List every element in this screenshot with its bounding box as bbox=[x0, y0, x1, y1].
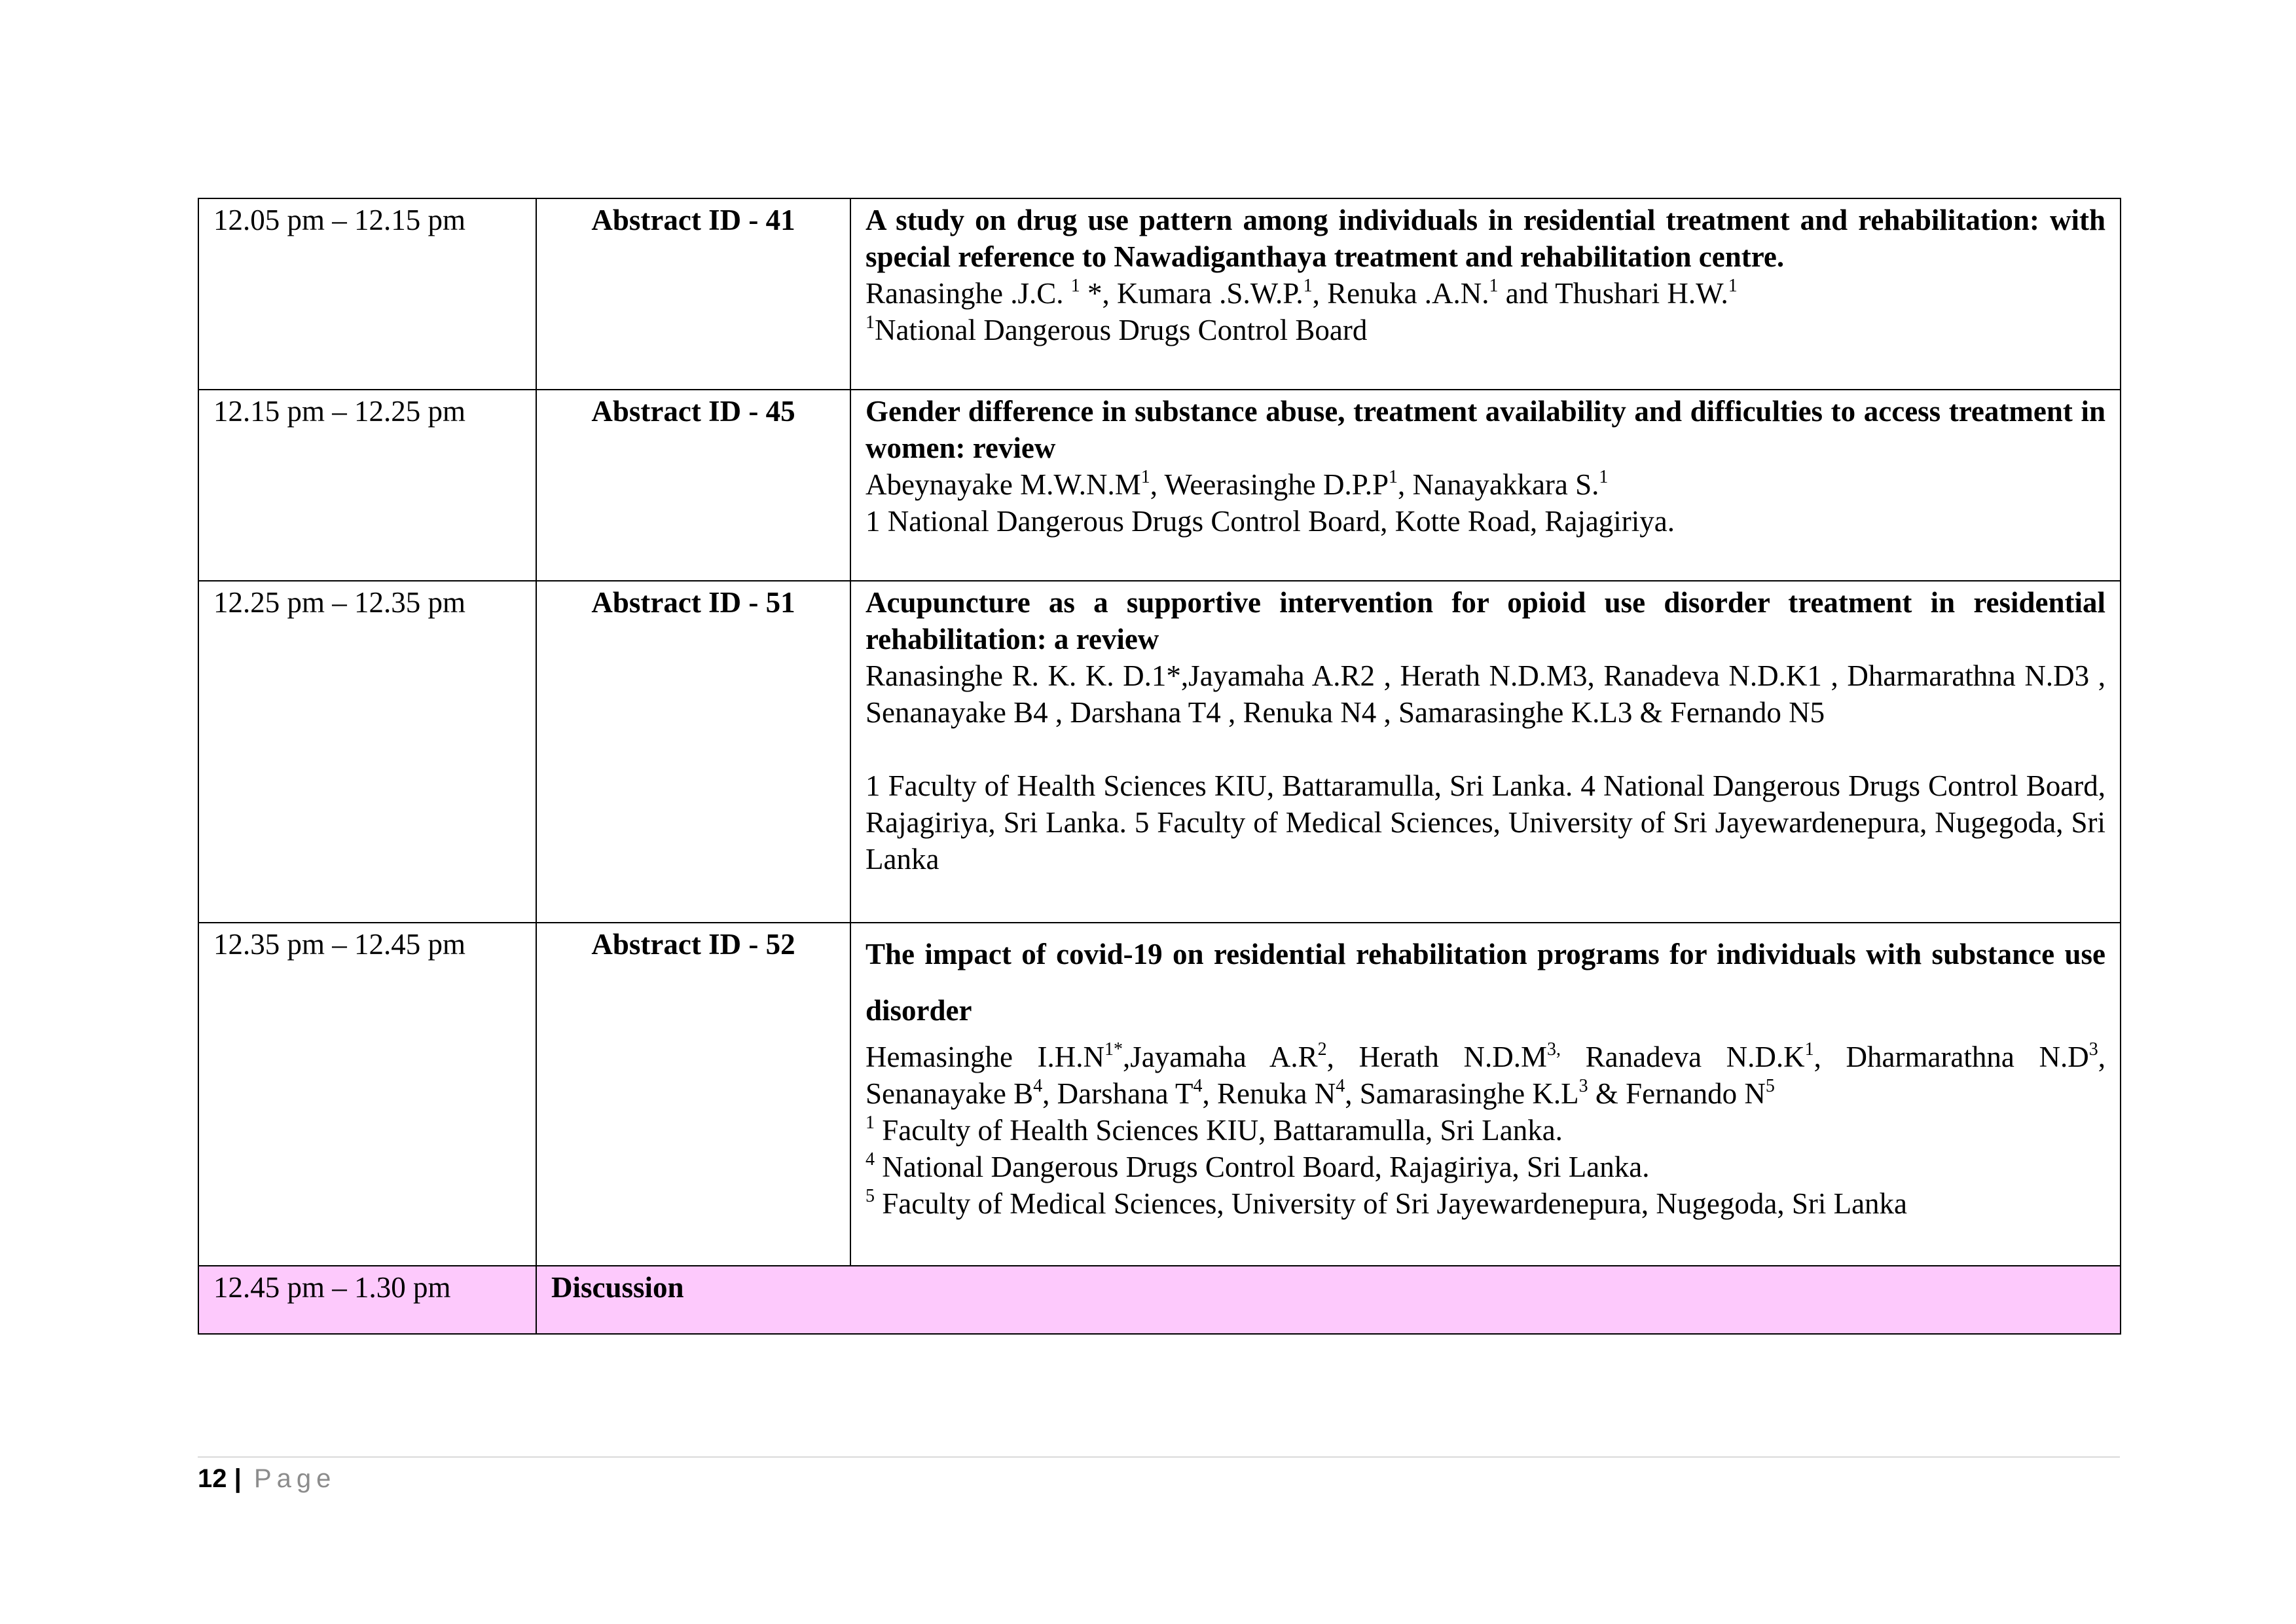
superscript-marker: 4 bbox=[1033, 1076, 1043, 1096]
paragraph-gap bbox=[866, 731, 2105, 767]
abstract-id-cell: Abstract ID - 41 bbox=[536, 198, 850, 390]
superscript-marker: 3 bbox=[1578, 1076, 1588, 1096]
discussion-row bbox=[198, 1266, 2121, 1334]
abstract-affiliation bbox=[866, 1112, 2105, 1149]
superscript-marker: 5 bbox=[1765, 1076, 1775, 1096]
text-run: , Nanayakkara S. bbox=[1398, 468, 1599, 501]
text-run: , Darshana T bbox=[1042, 1077, 1194, 1110]
text-run: 1 National Dangerous Drugs Control Board, Kotte Road, Rajagiriya. bbox=[866, 505, 1675, 538]
abstract-affiliation bbox=[866, 767, 2105, 877]
superscript-marker: 1 bbox=[866, 1113, 875, 1133]
text-run: , Senanayake B bbox=[866, 1041, 2105, 1110]
abstract-authors bbox=[866, 466, 2105, 503]
text-run: Ranasinghe .J.C. bbox=[866, 277, 1071, 310]
abstract-affiliation bbox=[866, 1185, 2105, 1222]
time-cell: 12.15 pm – 12.25 pm bbox=[198, 390, 536, 581]
superscript-marker: 1 bbox=[1728, 276, 1738, 296]
superscript-marker: 5 bbox=[866, 1186, 875, 1206]
abstract-id-cell: Abstract ID - 52 bbox=[536, 923, 850, 1266]
abstract-authors bbox=[866, 275, 2105, 312]
abstract-affiliation bbox=[866, 1149, 2105, 1185]
superscript-marker: 1 bbox=[1489, 276, 1499, 296]
abstract-id-cell: Abstract ID - 51 bbox=[536, 581, 850, 923]
abstract-title: A study on drug use pattern among individuals in residential treatment and rehabilitation: with special reference to Nawadiganthaya treatment and rehabilitation centre. bbox=[866, 204, 2105, 273]
text-run: Ranadeva N.D.K bbox=[1561, 1041, 1805, 1073]
text-run: , Weerasinghe D.P.P bbox=[1150, 468, 1389, 501]
page-separator: | bbox=[234, 1464, 242, 1493]
text-run: Hemasinghe I.H.N bbox=[866, 1041, 1105, 1073]
abstract-cell bbox=[850, 198, 2121, 390]
superscript-marker: 2 bbox=[1317, 1039, 1327, 1060]
text-run: Ranasinghe R. K. K. D.1*,Jayamaha A.R2 , Herath N.D.M3, Ranadeva N.D.K1 , Dharmarathna N.D3 , Senanayake B4 , Darshana T4 , Renuka N4 , Samarasinghe K.L3 & Fernando N5 bbox=[866, 659, 2105, 729]
text-run: , Renuka .A.N. bbox=[1312, 277, 1489, 310]
text-run: , Renuka N bbox=[1202, 1077, 1336, 1110]
superscript-marker: 1 bbox=[1070, 276, 1080, 296]
abstract-affiliation bbox=[866, 503, 2105, 540]
page-footer bbox=[198, 1464, 336, 1494]
text-run: *, Kumara .S.W.P. bbox=[1080, 277, 1303, 310]
text-run: , Herath N.D.M bbox=[1326, 1041, 1548, 1073]
time-cell: 12.35 pm – 12.45 pm bbox=[198, 923, 536, 1266]
abstract-cell bbox=[850, 923, 2121, 1266]
text-run: Faculty of Medical Sciences, University of Sri Jayewardenepura, Nugegoda, Sri Lanka bbox=[875, 1187, 1908, 1220]
abstract-cell bbox=[850, 581, 2121, 923]
page-word: Page bbox=[253, 1464, 337, 1493]
abstract-title: The impact of covid-19 on residential rehabilitation programs for individuals with substance use disorder bbox=[866, 938, 2105, 1027]
abstract-id-cell: Abstract ID - 45 bbox=[536, 390, 850, 581]
text-run: Faculty of Health Sciences KIU, Battaramulla, Sri Lanka. bbox=[875, 1114, 1563, 1147]
text-run: Abeynayake M.W.N.M bbox=[866, 468, 1141, 501]
abstract-title: Acupuncture as a supportive intervention for opioid use disorder treatment in residential rehabilitation: a review bbox=[866, 586, 2105, 655]
superscript-marker: 1 bbox=[1804, 1039, 1814, 1060]
schedule-row-52 bbox=[198, 923, 2121, 1266]
superscript-marker: 1 bbox=[1389, 467, 1398, 487]
page-number: 12 bbox=[198, 1464, 227, 1493]
text-run: , Samarasinghe K.L bbox=[1345, 1077, 1579, 1110]
time-cell: 12.25 pm – 12.35 pm bbox=[198, 581, 536, 923]
footer-divider bbox=[198, 1456, 2120, 1458]
schedule-row-45 bbox=[198, 390, 2121, 581]
superscript-marker: 3, bbox=[1547, 1039, 1561, 1060]
superscript-marker: 1 bbox=[866, 312, 875, 333]
abstract-affiliation bbox=[866, 312, 2105, 348]
superscript-marker: 4 bbox=[1336, 1076, 1345, 1096]
text-run: National Dangerous Drugs Control Board, Rajagiriya, Sri Lanka. bbox=[875, 1151, 1650, 1183]
text-run: ,Jayamaha A.R bbox=[1123, 1041, 1318, 1073]
time-cell: 12.05 pm – 12.15 pm bbox=[198, 198, 536, 390]
superscript-marker: 4 bbox=[1193, 1076, 1203, 1096]
text-run: and Thushari H.W. bbox=[1498, 277, 1728, 310]
abstract-title: Gender difference in substance abuse, treatment availability and difficulties to access treatment in women: review bbox=[866, 395, 2105, 464]
superscript-marker: 1 bbox=[1303, 276, 1313, 296]
schedule-row-41 bbox=[198, 198, 2121, 390]
abstract-cell bbox=[850, 390, 2121, 581]
superscript-marker: 3 bbox=[2088, 1039, 2098, 1060]
discussion-label: Discussion bbox=[536, 1266, 2121, 1334]
text-run: National Dangerous Drugs Control Board bbox=[875, 314, 1368, 346]
superscript-marker: 1 bbox=[1140, 467, 1150, 487]
text-run: 1 Faculty of Health Sciences KIU, Battaramulla, Sri Lanka. 4 National Dangerous Drugs Control Board, Rajagiriya, Sri Lanka. 5 Faculty of Medical Sciences, University of Sri Jayewardenepura, Nugegoda, Sri Lanka bbox=[866, 769, 2105, 876]
time-cell: 12.45 pm – 1.30 pm bbox=[198, 1266, 536, 1334]
schedule-table bbox=[198, 198, 2121, 1335]
superscript-marker: 1 bbox=[1599, 467, 1609, 487]
schedule-row-51 bbox=[198, 581, 2121, 923]
text-run: , Dharmarathna N.D bbox=[1813, 1041, 2089, 1073]
abstract-authors bbox=[866, 1039, 2105, 1112]
text-run: & Fernando N bbox=[1588, 1077, 1766, 1110]
superscript-marker: 1* bbox=[1104, 1039, 1123, 1060]
superscript-marker: 4 bbox=[866, 1149, 875, 1170]
abstract-authors bbox=[866, 657, 2105, 731]
